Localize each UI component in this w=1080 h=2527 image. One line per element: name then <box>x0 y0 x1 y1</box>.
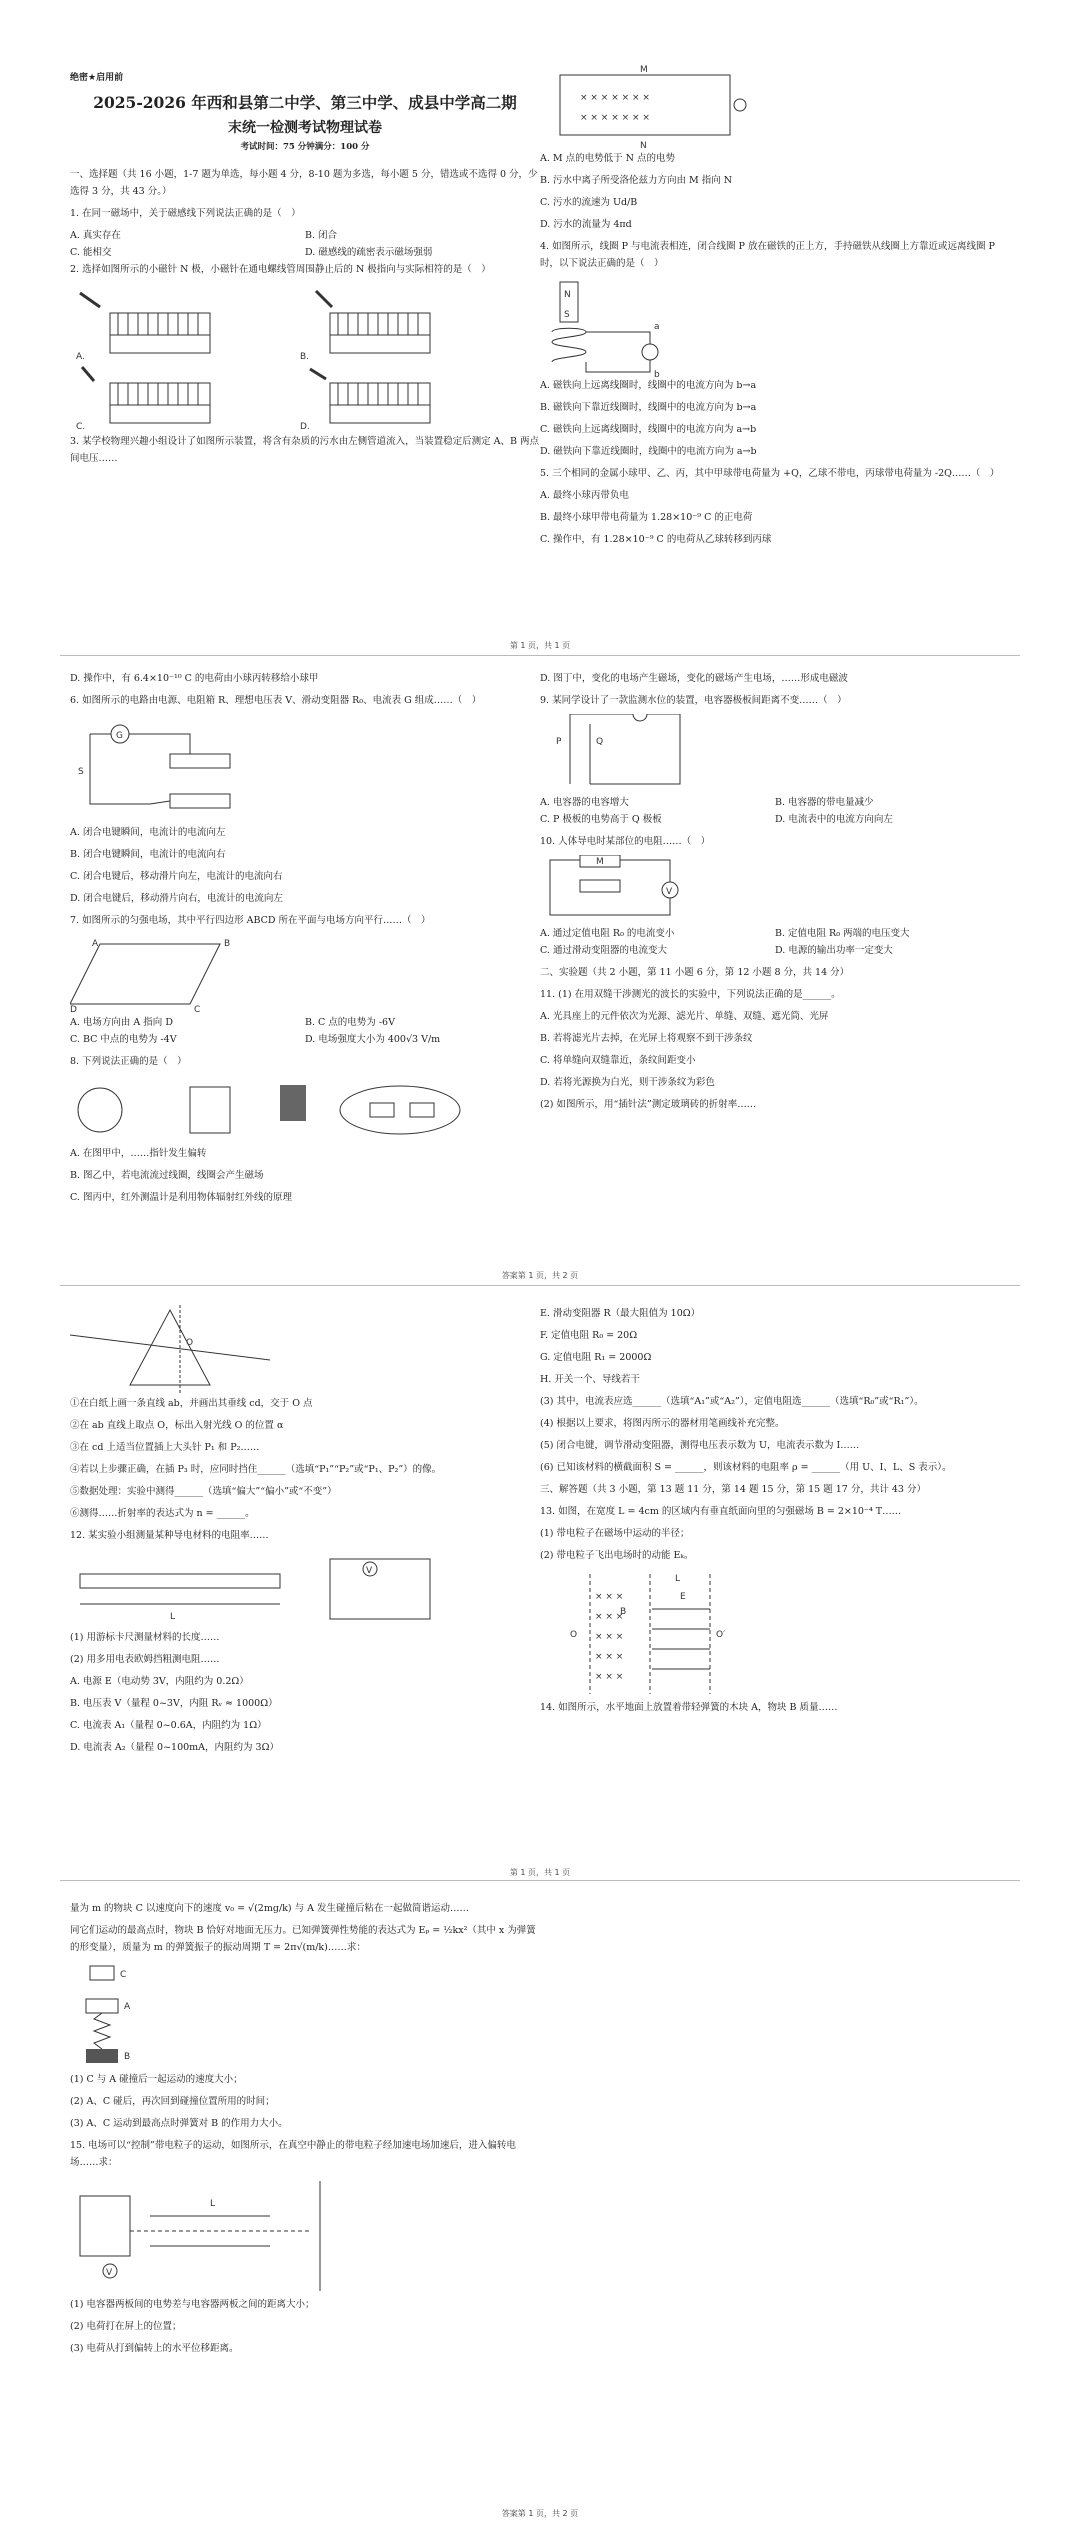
svg-text:× × ×: × × × <box>595 1632 624 1642</box>
q6-circuit-figure <box>70 714 530 824</box>
svg-text:C.: C. <box>76 422 86 432</box>
q10-option-b: B. 定值电阻 R₀ 两端的电压变大 <box>775 928 910 939</box>
q11-step-6: ⑥测得……折射率的表达式为 n = ______。 <box>70 1508 255 1519</box>
svg-text:L: L <box>210 2199 216 2209</box>
q12-item-g: G. 定值电阻 R₁ = 2000Ω <box>540 1352 652 1363</box>
svg-text:D: D <box>70 1005 77 1014</box>
svg-text:V: V <box>666 887 673 897</box>
svg-text:V: V <box>366 1566 373 1576</box>
solenoid-figure-a <box>76 293 210 362</box>
q1-option-b: B. 闭合 <box>305 230 338 241</box>
q12-item-b: B. 电压表 V（量程 0~3V，内阻 Rᵥ ≈ 1000Ω） <box>70 1698 278 1709</box>
q12-item-f: F. 定值电阻 R₀ = 20Ω <box>540 1330 638 1341</box>
q7-option-c: C. BC 中点的电势为 -4V <box>70 1034 177 1045</box>
q15-part-2: (2) 电荷打在屏上的位置； <box>70 2321 182 2332</box>
question-5: 5. 三个相同的金属小球甲、乙、丙，其中甲球带电荷量为 +Q，乙球不带电，丙球带电荷量为 -2Q……（ ） <box>540 468 1000 479</box>
svg-text:Q: Q <box>596 737 604 747</box>
q1-option-a: A. 真实存在 <box>70 230 121 241</box>
svg-text:× × × × × × ×: × × × × × × × <box>580 113 650 123</box>
question-15: 15. 电场可以“控制”带电粒子的运动，如图所示，在真空中静止的带电粒子经加速电场加速后，进入偏转电场……求： <box>70 2140 516 2168</box>
q7-options-row1 <box>70 1014 540 1031</box>
q9-option-b: B. 电容器的带电量减少 <box>775 797 874 808</box>
section-3-intro: 三、解答题（共 3 小题，第 13 题 11 分，第 14 题 15 分，第 15 题 17 分，共计 43 分） <box>540 1484 926 1495</box>
q14-continued: 量为 m 的物块 C 以速度向下的速度 v₀ = √(2mg/k) 与 A 发生碰撞后粘在一起做简谐运动…… <box>70 1903 470 1914</box>
q5-option-c: C. 操作中，有 1.28×10⁻⁹ C 的电荷从乙球转移到丙球 <box>540 534 772 545</box>
section-2-intro: 二、实验题（共 2 小题，第 11 小题 6 分，第 12 小题 8 分，共 14 分） <box>540 967 850 978</box>
svg-text:P: P <box>556 737 562 747</box>
q2-solenoid-figures <box>70 283 530 433</box>
page-2-footer: 答案第 1 页，共 2 页 <box>501 1271 579 1280</box>
q5-option-d: D. 操作中，有 6.4×10⁻¹⁰ C 的电荷由小球丙转移给小球甲 <box>70 673 319 684</box>
page-3-footer: 第 1 页，共 1 页 <box>509 1868 571 1877</box>
exam-meta: 考试时间：75 分钟满分：100 分 <box>240 142 370 152</box>
page-divider <box>60 1285 1020 1286</box>
svg-text:B: B <box>124 2052 131 2062</box>
page1-left-column <box>70 70 540 472</box>
page-4-footer: 答案第 1 页，共 2 页 <box>501 2509 579 2518</box>
secret-mark: 绝密★启用前 <box>70 73 124 83</box>
q3-option-d: D. 污水的流量为 4πd <box>540 219 632 230</box>
q11-step-5: ⑤数据处理：实验中测得______（选填“偏大”“偏小”或“不变”） <box>70 1486 337 1497</box>
q11-step-2: ②在 ab 直线上取点 O，标出入射光线 O 的位置 α <box>70 1420 284 1431</box>
q12-item-d: D. 电流表 A₂（量程 0~100mA，内阻约为 3Ω） <box>70 1742 279 1753</box>
page3-right-column <box>540 1305 1010 1721</box>
question-8: 8. 下列说法正确的是（ ） <box>70 1056 187 1067</box>
q1-option-d: D. 磁感线的疏密表示磁场强弱 <box>305 247 433 258</box>
q11-glass-figure <box>70 1305 530 1395</box>
q13-field-figure <box>540 1569 1000 1699</box>
q9-capacitor-figure <box>540 714 1000 794</box>
q3-option-b: B. 污水中离子所受洛伦兹力方向由 M 指向 N <box>540 175 733 186</box>
q8-figures <box>70 1075 530 1145</box>
q14-part-3: (3) A、C 运动到最高点时弹簧对 B 的作用力大小。 <box>70 2118 288 2129</box>
svg-text:a: a <box>654 322 660 332</box>
svg-text:B: B <box>620 1607 627 1617</box>
exam-title-line1: 2025-2026 年西和县第二中学、第三中学、成县中学高二期 <box>93 93 517 112</box>
svg-text:M: M <box>596 857 604 867</box>
q11-option-a: A. 光具座上的元件依次为光源、滤光片、单缝、双缝、遮光筒、光屏 <box>540 1011 829 1022</box>
q8-option-a: A. 在图甲中，……指针发生偏转 <box>70 1148 207 1159</box>
q7-option-b: B. C 点的电势为 -6V <box>305 1017 395 1028</box>
q9-option-d: D. 电流表中的电流方向向左 <box>775 814 893 825</box>
question-2: 2. 选择如图所示的小磁针 N 极，小磁针在通电螺线管周围静止后的 N 极指向与实际相符的是（ ） <box>70 264 491 275</box>
q4-option-c: C. 磁铁向上远离线圈时，线圈中的电流方向为 a→b <box>540 424 757 435</box>
question-3: 3. 某学校物理兴趣小组设计了如图所示装置，将含有杂质的污水由左侧管道流入，当装置稳定后测定 A、B 两点间电压…… <box>70 436 539 464</box>
svg-text:S: S <box>564 310 570 320</box>
svg-text:O: O <box>570 1630 578 1640</box>
q12-part-5: (5) 闭合电键，调节滑动变阻器，测得电压表示数为 U，电流表示数为 I…… <box>540 1440 860 1451</box>
q6-option-b: B. 闭合电键瞬间，电流计的电流向右 <box>70 849 226 860</box>
q5-option-a: A. 最终小球丙带负电 <box>540 490 629 501</box>
page-divider <box>60 655 1020 656</box>
svg-text:B.: B. <box>300 352 310 362</box>
svg-text:A: A <box>124 2002 131 2012</box>
q3-option-a: A. M 点的电势低于 N 点的电势 <box>540 153 675 164</box>
svg-text:b: b <box>654 370 660 377</box>
q12-part-6: (6) 已知该材料的横截面积 S = ______，则该材料的电阻率 ρ = ______（用 U、I、L、S 表示）。 <box>540 1462 952 1473</box>
svg-text:L: L <box>170 1612 176 1622</box>
question-7: 7. 如图所示的匀强电场，其中平行四边形 ABCD 所在平面与电场方向平行……（ ） <box>70 915 431 926</box>
q15-part-1: (1) 电容器两板间的电势差与电容器两板之间的距离大小； <box>70 2299 315 2310</box>
q9-options-row1 <box>540 794 1010 811</box>
q12-apparatus-figure <box>70 1549 530 1629</box>
q1-options-row2 <box>70 244 540 261</box>
solenoid-figure-d <box>300 369 430 432</box>
svg-text:O′: O′ <box>716 1630 726 1640</box>
page-2 <box>0 660 1080 1280</box>
svg-text:× × ×: × × × <box>595 1592 624 1602</box>
question-14: 14. 如图所示，水平地面上放置着带轻弹簧的木块 A，物块 B 质量…… <box>540 1702 838 1713</box>
q12-item-e: E. 滑动变阻器 R（最大阻值为 10Ω） <box>540 1308 701 1319</box>
question-11: 11. (1) 在用双缝干涉测光的波长的实验中，下列说法正确的是______。 <box>540 989 841 1000</box>
q11-step-4: ④若以上步骤正确，在插 P₃ 时，应同时挡住______（选填“P₁”“P₂”或“P₁、P₂”）的像。 <box>70 1464 442 1475</box>
svg-text:D.: D. <box>300 422 310 432</box>
question-13: 13. 如图，在宽度 L = 4cm 的区域内有垂直纸面向里的匀强磁场 B = 2×10⁻⁴ T…… <box>540 1506 902 1517</box>
q12-part-2: (2) 用多用电表欧姆挡粗测电阻…… <box>70 1654 220 1665</box>
q11-step-3: ③在 cd 上适当位置插上大头针 P₁ 和 P₂…… <box>70 1442 260 1453</box>
q4-option-b: B. 磁铁向下靠近线圈时，线圈中的电流方向为 b→a <box>540 402 757 413</box>
q14-spring-figure <box>70 1961 530 2071</box>
q3-flowmeter-figure <box>540 60 1000 150</box>
q14-part-1: (1) C 与 A 碰撞后一起运动的速度大小； <box>70 2074 243 2085</box>
svg-text:× × ×: × × × <box>595 1652 624 1662</box>
q8-option-b: B. 图乙中，若电流流过线圈，线圈会产生磁场 <box>70 1170 264 1181</box>
svg-text:O: O <box>186 1338 194 1348</box>
q7-option-d: D. 电场强度大小为 400√3 V/m <box>305 1034 441 1045</box>
page-divider <box>60 1880 1020 1881</box>
question-4: 4. 如图所示，线圈 P 与电流表相连，闭合线圈 P 放在磁铁的正上方，手持磁铁从线圈上方靠近或远离线圈 P 时，以下说法正确的是（ ） <box>540 241 995 269</box>
q9-option-a: A. 电容器的电容增大 <box>540 797 629 808</box>
svg-text:E: E <box>680 1592 686 1602</box>
q12-part-1: (1) 用游标卡尺测量材料的长度…… <box>70 1632 220 1643</box>
page2-right-column <box>540 670 1010 1118</box>
q14-part-2: (2) A、C 碰后，再次回到碰撞位置所用的时间； <box>70 2096 275 2107</box>
q9-options-row2 <box>540 811 1010 828</box>
question-6: 6. 如图所示的电路由电源、电阻箱 R、理想电压表 V、滑动变阻器 R₀、电流表 G 组成……（ ） <box>70 695 482 706</box>
point-n-label: N <box>640 141 647 150</box>
svg-text:C: C <box>120 1970 127 1980</box>
q9-option-c: C. P 极板的电势高于 Q 极板 <box>540 814 662 825</box>
q5-option-b: B. 最终小球甲带电荷量为 1.28×10⁻⁹ C 的正电荷 <box>540 512 753 523</box>
q12-item-c: C. 电流表 A₁（量程 0~0.6A，内阻约为 1Ω） <box>70 1720 267 1731</box>
q15-part-3: (3) 电荷从打到偏转上的水平位移距离。 <box>70 2343 239 2354</box>
q7-options-row2 <box>70 1031 540 1048</box>
q14-given: 同它们运动的最高点时，物块 B 恰好对地面无压力。已知弹簧弹性势能的表达式为 Eₚ = ½kx²（其中 x 为弹簧的形变量），质量为 m 的弹簧振子的振动周期 T = 2π√(m/k)……求： <box>70 1925 536 1953</box>
q15-deflection-figure <box>70 2176 530 2296</box>
svg-text:× × × × × × ×: × × × × × × × <box>580 93 650 103</box>
svg-text:A.: A. <box>76 352 85 362</box>
q10-options-row1 <box>540 925 1010 942</box>
page4-column <box>70 1900 540 2362</box>
q11-option-b: B. 若将滤光片去掉，在光屏上将观察不到干涉条纹 <box>540 1033 753 1044</box>
svg-text:V: V <box>106 2268 113 2278</box>
svg-text:× × ×: × × × <box>595 1672 624 1682</box>
q10-options-row2 <box>540 942 1010 959</box>
page-4 <box>0 1890 1080 2520</box>
question-12: 12. 某实验小组测量某种导电材料的电阻率…… <box>70 1530 269 1541</box>
q10-option-c: C. 通过滑动变阻器的电流变大 <box>540 945 667 956</box>
q12-part-3: (3) 其中，电流表应选______（选填“A₁”或“A₂”），定值电阻选______（选填“R₀”或“R₁”）。 <box>540 1396 924 1407</box>
question-1: 1. 在同一磁场中，关于磁感线下列说法正确的是（ ） <box>70 208 301 219</box>
q8-option-c: C. 图丙中，红外测温计是利用物体辐射红外线的原理 <box>70 1192 292 1203</box>
page-1 <box>0 0 1080 650</box>
q6-option-d: D. 闭合电键后，移动滑片向右，电流计的电流向左 <box>70 893 283 904</box>
q8-option-d: D. 图丁中，变化的电场产生磁场，变化的磁场产生电场，……形成电磁波 <box>540 673 848 684</box>
page2-left-column <box>70 670 540 1211</box>
page1-right-column <box>540 60 1010 553</box>
q12-part-4: (4) 根据以上要求，将图丙所示的器材用笔画线补充完整。 <box>540 1418 785 1429</box>
question-10: 10. 人体导电时某部位的电阻……（ ） <box>540 836 711 847</box>
q3-option-c: C. 污水的流速为 Ud/B <box>540 197 638 208</box>
page3-left-column <box>70 1305 540 1761</box>
point-m-label: M <box>640 65 648 75</box>
question-9: 9. 某同学设计了一款监测水位的装置，电容器极板间距离不变……（ ） <box>540 695 847 706</box>
q13-part-1: (1) 带电粒子在磁场中运动的半径； <box>540 1528 690 1539</box>
q11-step-1: ①在白纸上画一条直线 ab，并画出其垂线 cd，交于 O 点 <box>70 1398 313 1409</box>
q11-part-2: (2) 如图所示，用“插针法”测定玻璃砖的折射率…… <box>540 1099 757 1110</box>
q1-option-c: C. 能相交 <box>70 247 112 258</box>
svg-text:B: B <box>224 939 231 949</box>
q12-item-h: H. 开关一个、导线若干 <box>540 1374 640 1385</box>
svg-text:C: C <box>194 1005 201 1014</box>
q10-option-a: A. 通过定值电阻 R₀ 的电流变小 <box>540 928 675 939</box>
q6-option-c: C. 闭合电键后，移动滑片向左，电流计的电流向右 <box>70 871 283 882</box>
solenoid-figure-b <box>300 291 430 362</box>
svg-text:G: G <box>116 731 123 741</box>
q11-option-d: D. 若将光源换为白光，则干涉条纹为彩色 <box>540 1077 715 1088</box>
q1-options-row1 <box>70 227 540 244</box>
q12-item-a: A. 电源 E（电动势 3V，内阻约为 0.2Ω） <box>70 1676 249 1687</box>
page-1-footer: 第 1 页，共 1 页 <box>509 641 571 650</box>
section-1-intro: 一、选择题（共 16 小题，1-7 题为单选，每小题 4 分，8-10 题为多选，每小题 5 分，错选或不选得 0 分，少选得 3 分，共 43 分。） <box>70 169 538 197</box>
q4-coil-figure <box>540 277 1000 377</box>
q6-option-a: A. 闭合电键瞬间，电流计的电流向左 <box>70 827 226 838</box>
q7-option-a: A. 电场方向由 A 指向 D <box>70 1017 173 1028</box>
exam-title-line2: 末统一检测考试物理试卷 <box>228 120 382 136</box>
svg-text:L: L <box>675 1574 681 1584</box>
solenoid-figure-c <box>76 367 210 432</box>
q10-circuit-figure <box>540 855 1000 925</box>
svg-text:S: S <box>78 767 84 777</box>
page-3 <box>0 1295 1080 1875</box>
svg-text:× × ×: × × × <box>595 1612 624 1622</box>
q4-option-a: A. 磁铁向上远离线圈时，线圈中的电流方向为 b→a <box>540 380 757 391</box>
q10-option-d: D. 电源的输出功率一定变大 <box>775 945 893 956</box>
q7-parallelogram-figure <box>70 934 530 1014</box>
q11-option-c: C. 将单缝向双缝靠近，条纹间距变小 <box>540 1055 696 1066</box>
q4-option-d: D. 磁铁向下靠近线圈时，线圈中的电流方向为 a→b <box>540 446 757 457</box>
svg-text:A: A <box>92 939 99 949</box>
svg-text:N: N <box>564 290 571 300</box>
q13-part-2: (2) 带电粒子飞出电场时的动能 Eₖ。 <box>540 1550 694 1561</box>
